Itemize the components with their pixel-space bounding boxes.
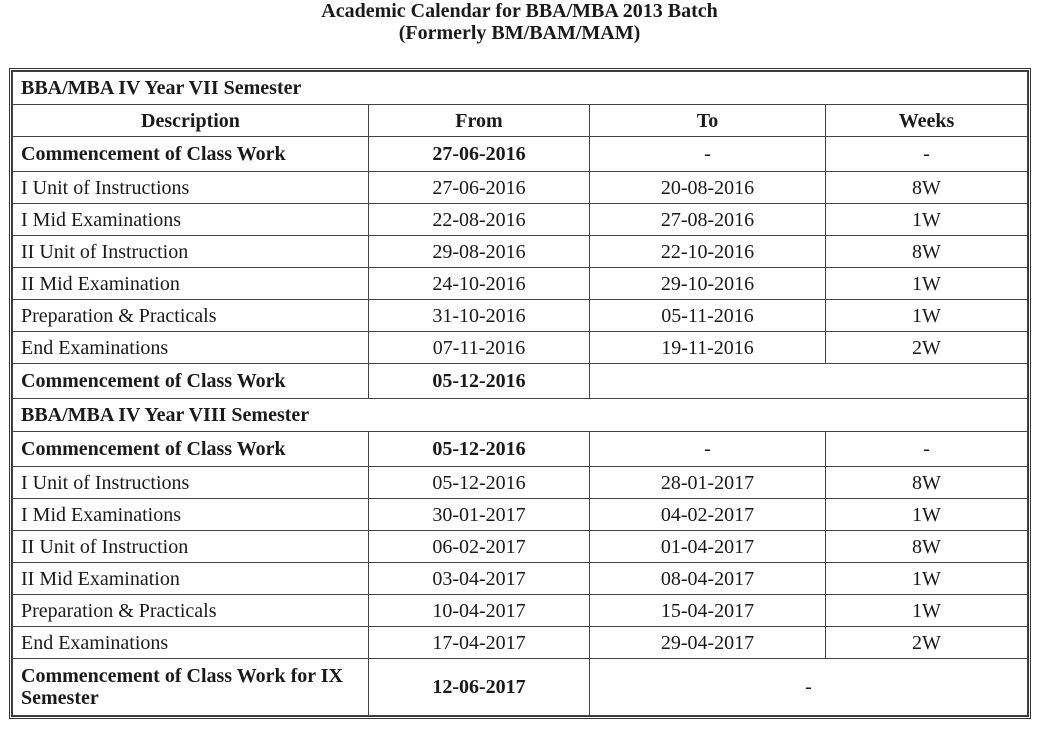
description-cell: End Examinations bbox=[13, 627, 369, 659]
weeks-cell: 2W bbox=[826, 627, 1028, 659]
table-row bbox=[13, 137, 1028, 172]
table-row bbox=[13, 300, 1028, 332]
table-row bbox=[13, 467, 1028, 499]
weeks-cell: 8W bbox=[826, 531, 1028, 563]
table-row bbox=[13, 332, 1028, 364]
merged-cell bbox=[590, 364, 1028, 399]
closing-row bbox=[13, 364, 1028, 399]
weeks-cell: 1W bbox=[826, 300, 1028, 332]
to-date-cell: 20-08-2016 bbox=[590, 172, 826, 204]
to-date-cell: 28-01-2017 bbox=[590, 467, 826, 499]
description-cell: II Mid Examination bbox=[13, 268, 369, 300]
section-heading: BBA/MBA IV Year VII Semester bbox=[13, 72, 1028, 105]
to-date-cell: 05-11-2016 bbox=[590, 300, 826, 332]
from-date-cell: 10-04-2017 bbox=[369, 595, 590, 627]
to-date-cell: 19-11-2016 bbox=[590, 332, 826, 364]
weeks-cell: 1W bbox=[826, 204, 1028, 236]
table-row bbox=[13, 627, 1028, 659]
to-date-cell: 27-08-2016 bbox=[590, 204, 826, 236]
table-row bbox=[13, 563, 1028, 595]
description-cell: II Unit of Instruction bbox=[13, 236, 369, 268]
weeks-cell: 1W bbox=[826, 563, 1028, 595]
description-cell: Commencement of Class Work bbox=[13, 137, 369, 172]
table-row bbox=[13, 268, 1028, 300]
from-date-cell: 03-04-2017 bbox=[369, 563, 590, 595]
description-cell: Preparation & Practicals bbox=[13, 300, 369, 332]
table-row bbox=[13, 236, 1028, 268]
to-date-cell: 08-04-2017 bbox=[590, 563, 826, 595]
description-cell: Commencement of Class Work for IX Semester bbox=[13, 659, 369, 716]
description-cell: I Mid Examinations bbox=[13, 499, 369, 531]
description-cell: End Examinations bbox=[13, 332, 369, 364]
table-row bbox=[13, 432, 1028, 467]
description-cell: Commencement of Class Work bbox=[13, 432, 369, 467]
section-heading-row bbox=[13, 399, 1028, 432]
table-row bbox=[13, 595, 1028, 627]
description-cell: I Unit of Instructions bbox=[13, 467, 369, 499]
to-date-cell: 01-04-2017 bbox=[590, 531, 826, 563]
from-date-cell: 05-12-2016 bbox=[369, 467, 590, 499]
table-row bbox=[13, 172, 1028, 204]
from-date-cell: 30-01-2017 bbox=[369, 499, 590, 531]
column-header-weeks: Weeks bbox=[826, 105, 1028, 137]
section-heading: BBA/MBA IV Year VIII Semester bbox=[13, 399, 1028, 432]
weeks-cell: - bbox=[826, 137, 1028, 172]
to-date-cell: 22-10-2016 bbox=[590, 236, 826, 268]
from-date-cell: 07-11-2016 bbox=[369, 332, 590, 364]
weeks-cell: 1W bbox=[826, 499, 1028, 531]
academic-calendar-table bbox=[12, 71, 1028, 716]
from-date-cell: 27-06-2016 bbox=[369, 137, 590, 172]
weeks-cell: 2W bbox=[826, 332, 1028, 364]
from-date-cell: 24-10-2016 bbox=[369, 268, 590, 300]
section-heading-row bbox=[13, 72, 1028, 105]
description-cell: Commencement of Class Work bbox=[13, 364, 369, 399]
weeks-cell: 8W bbox=[826, 236, 1028, 268]
calendar-table-frame bbox=[9, 68, 1031, 719]
to-date-cell: 15-04-2017 bbox=[590, 595, 826, 627]
column-header-row bbox=[13, 105, 1028, 137]
from-date-cell: 05-12-2016 bbox=[369, 432, 590, 467]
to-date-cell: - bbox=[590, 432, 826, 467]
weeks-cell: 8W bbox=[826, 467, 1028, 499]
from-date-cell: 22-08-2016 bbox=[369, 204, 590, 236]
description-cell: II Mid Examination bbox=[13, 563, 369, 595]
from-date-cell: 17-04-2017 bbox=[369, 627, 590, 659]
to-date-cell: 29-04-2017 bbox=[590, 627, 826, 659]
weeks-cell: - bbox=[826, 432, 1028, 467]
from-date-cell: 12-06-2017 bbox=[369, 659, 590, 716]
from-date-cell: 29-08-2016 bbox=[369, 236, 590, 268]
from-date-cell: 06-02-2017 bbox=[369, 531, 590, 563]
to-date-cell: 29-10-2016 bbox=[590, 268, 826, 300]
from-date-cell: 31-10-2016 bbox=[369, 300, 590, 332]
document-title: Academic Calendar for BBA/MBA 2013 Batch bbox=[321, 0, 718, 22]
to-date-cell: - bbox=[590, 137, 826, 172]
column-header-description: Description bbox=[13, 105, 369, 137]
table-row bbox=[13, 204, 1028, 236]
table-row bbox=[13, 499, 1028, 531]
description-cell: Preparation & Practicals bbox=[13, 595, 369, 627]
description-cell: I Mid Examinations bbox=[13, 204, 369, 236]
weeks-cell: 1W bbox=[826, 268, 1028, 300]
document-subtitle: (Formerly BM/BAM/MAM) bbox=[398, 22, 641, 44]
merged-cell: - bbox=[590, 659, 1028, 716]
description-cell: II Unit of Instruction bbox=[13, 531, 369, 563]
table-row bbox=[13, 531, 1028, 563]
column-header-from: From bbox=[369, 105, 590, 137]
from-date-cell: 27-06-2016 bbox=[369, 172, 590, 204]
weeks-cell: 1W bbox=[826, 595, 1028, 627]
weeks-cell: 8W bbox=[826, 172, 1028, 204]
from-date-cell: 05-12-2016 bbox=[369, 364, 590, 399]
to-date-cell: 04-02-2017 bbox=[590, 499, 826, 531]
description-cell: I Unit of Instructions bbox=[13, 172, 369, 204]
column-header-to: To bbox=[590, 105, 826, 137]
closing-row bbox=[13, 659, 1028, 716]
